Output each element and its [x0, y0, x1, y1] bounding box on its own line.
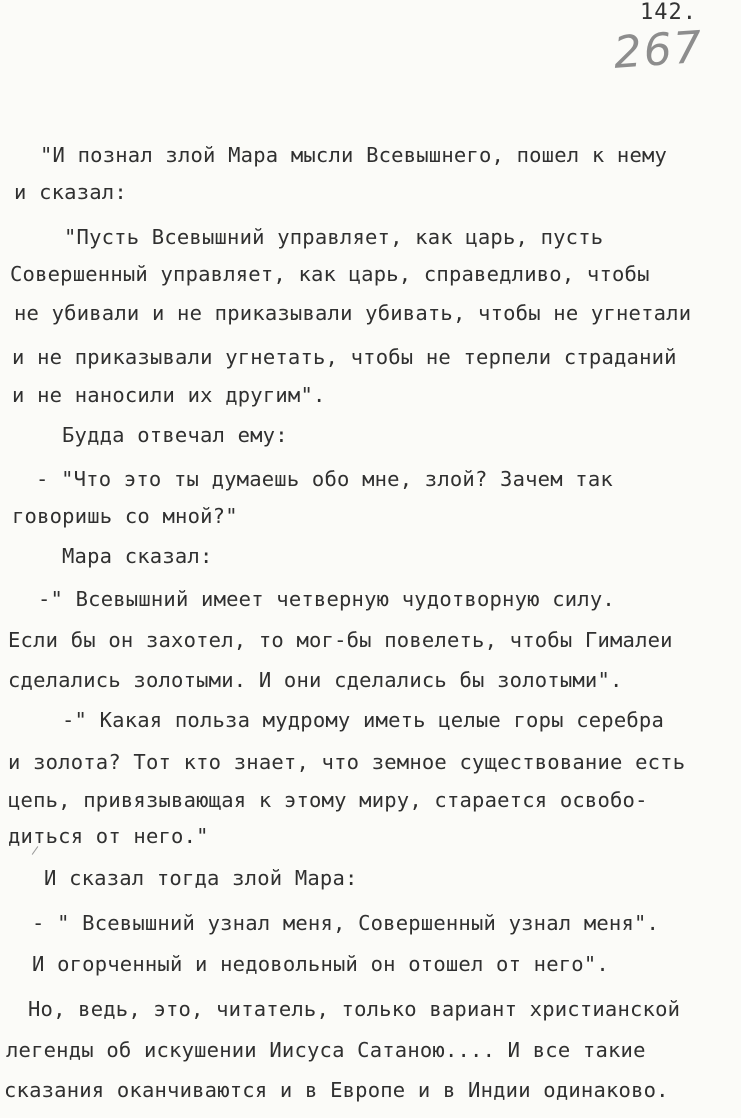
text-line: - " Всевышний узнал меня, Совершенный узнал меня". — [32, 911, 660, 935]
page-number: 142. — [640, 0, 697, 25]
text-line: говоришь со мной?" — [12, 504, 238, 528]
text-line: Если бы он захотел, то мог-бы повелеть, чтобы Гималеи — [8, 628, 673, 652]
text-line: сказания оканчиваются и в Европе и в Индии одинаково. — [4, 1078, 669, 1102]
text-line: и сказал: — [14, 180, 127, 204]
archive-page-number: 267 — [612, 21, 706, 79]
text-line: И сказал тогда злой Мара: — [44, 866, 358, 890]
text-line: диться от него." — [8, 824, 209, 848]
text-line: и не наносили их другим". — [12, 383, 326, 407]
text-line: -" Всевышний имеет четверную чудотворную силу. — [38, 587, 615, 611]
text-line: Совершенный управляет, как царь, справедливо, чтобы — [10, 262, 650, 286]
text-line: -" Какая польза мудрому иметь целые горы серебра — [62, 708, 665, 732]
text-line: "И познал злой Мара мысли Всевышнего, пошел к нему — [40, 143, 668, 167]
text-line: - "Что это ты думаешь обо мне, злой? Зачем так — [36, 467, 613, 491]
text-line: "Пусть Всевышний управляет, как царь, пусть — [64, 225, 604, 249]
text-line: Но, ведь, это, читатель, только вариант христианской — [28, 997, 681, 1021]
text-line: цепь, привязывающая к этому миру, старается освобо- — [8, 788, 648, 812]
text-line: и не приказывали угнетать, чтобы не терпели страданий — [12, 345, 677, 369]
text-line: и золота? Тот кто знает, что земное существование есть — [8, 750, 686, 774]
text-line: не убивали и не приказывали убивать, чтобы не угнетали — [14, 301, 692, 325]
text-line: Будда отвечал ему: — [62, 423, 288, 447]
text-line: сделались золотыми. И они сделались бы золотыми". — [8, 668, 623, 692]
text-line: легенды об искушении Иисуса Сатаною.... И все такие — [6, 1038, 646, 1062]
text-line: И огорченный и недовольный он отошел от него". — [32, 952, 609, 976]
text-line: Мара сказал: — [62, 544, 213, 568]
